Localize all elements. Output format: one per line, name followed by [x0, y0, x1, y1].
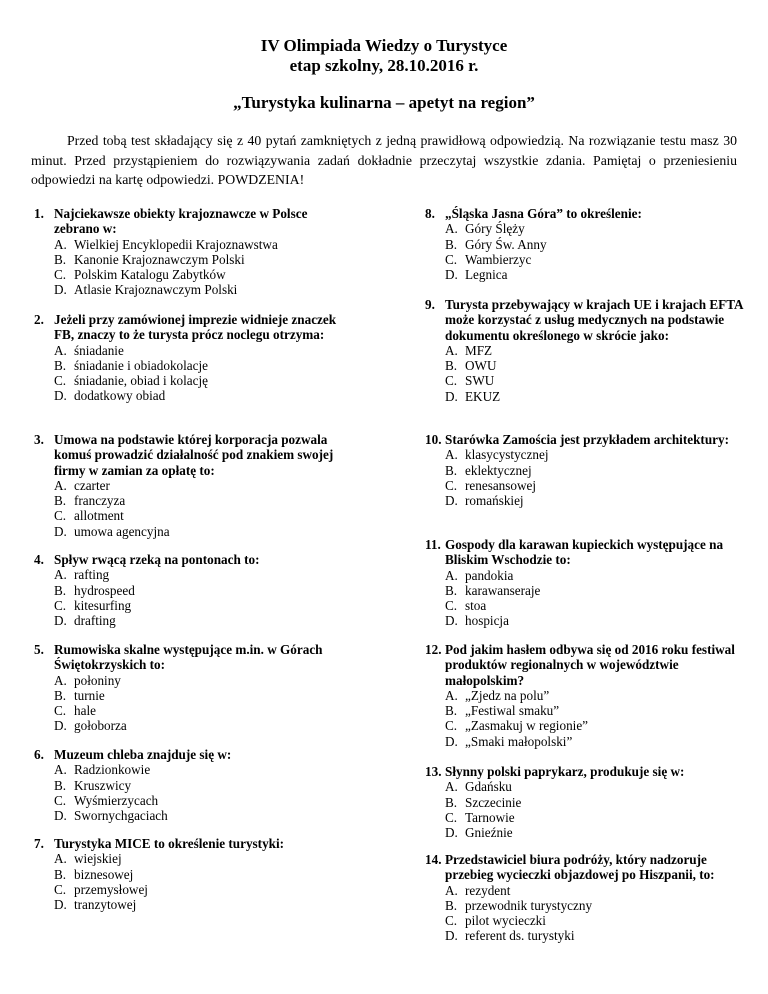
- answer-option[interactable]: [54, 718, 354, 733]
- answer-option[interactable]: [445, 267, 745, 282]
- answer-option[interactable]: [54, 583, 354, 598]
- option-text: umowa agencyjna: [74, 523, 170, 539]
- question-number: 10.: [425, 432, 442, 447]
- option-text: wiejskiej: [74, 851, 122, 867]
- answer-option[interactable]: [54, 252, 354, 267]
- option-letter: B.: [54, 777, 67, 793]
- option-letter: C.: [445, 477, 458, 493]
- option-text: śniadanie: [74, 342, 124, 358]
- option-letter: A.: [54, 762, 67, 778]
- option-letter: B.: [54, 251, 67, 267]
- answer-option[interactable]: [54, 508, 354, 523]
- exam-header: [0, 36, 768, 76]
- answer-option[interactable]: [445, 718, 745, 733]
- option-text: Wyśmierzycach: [74, 792, 159, 808]
- question-8: [425, 206, 745, 282]
- option-letter: B.: [54, 357, 67, 373]
- question-text: Spływ rwącą rzeką na pontonach to:: [54, 552, 260, 567]
- option-text: romańskiej: [465, 493, 524, 509]
- question-number: 12.: [425, 642, 442, 657]
- option-text: rafting: [74, 567, 110, 583]
- option-letter: A.: [445, 779, 458, 795]
- option-text: Gnieźnie: [465, 825, 513, 841]
- option-text: Wielkiej Encyklopedii Krajoznawstwa: [74, 236, 278, 252]
- answer-option[interactable]: [445, 343, 745, 358]
- option-text: renesansowej: [465, 477, 537, 493]
- question-6: [34, 747, 354, 823]
- option-text: OWU: [465, 358, 497, 374]
- answer-option[interactable]: [445, 928, 745, 943]
- answer-option[interactable]: [54, 778, 354, 793]
- option-letter: D.: [445, 928, 458, 944]
- answer-option[interactable]: [445, 703, 745, 718]
- answer-option[interactable]: [445, 221, 745, 236]
- option-text: karawanseraje: [465, 582, 541, 598]
- answer-options: [445, 568, 745, 629]
- question-text: Gospody dla karawan kupieckich występujące na Bliskim Wschodzie to:: [445, 537, 724, 568]
- answer-option[interactable]: [54, 851, 354, 866]
- option-letter: B.: [445, 236, 458, 252]
- question-number: 14.: [425, 852, 442, 867]
- option-letter: B.: [445, 582, 458, 598]
- answer-options: [54, 567, 354, 628]
- option-letter: B.: [54, 582, 67, 598]
- question-7: [34, 836, 354, 912]
- option-text: rezydent: [465, 882, 511, 898]
- answer-options: [54, 478, 354, 539]
- question-12: [425, 642, 745, 749]
- answer-options: [445, 447, 745, 508]
- answer-option[interactable]: [54, 808, 354, 823]
- option-letter: C.: [445, 809, 458, 825]
- option-letter: C.: [54, 373, 67, 389]
- question-text: Pod jakim hasłem odbywa się od 2016 roku festiwal produktów regionalnych w województwie małopolskim?: [445, 642, 735, 688]
- option-letter: A.: [445, 567, 458, 583]
- answer-option[interactable]: [445, 913, 745, 928]
- option-text: klasycystycznej: [465, 447, 549, 463]
- option-letter: D.: [54, 388, 67, 404]
- question-2: [34, 312, 354, 404]
- answer-option[interactable]: [54, 478, 354, 493]
- option-letter: B.: [445, 897, 458, 913]
- answer-option[interactable]: [445, 883, 745, 898]
- answer-options: [445, 688, 745, 749]
- answer-option[interactable]: [54, 237, 354, 252]
- option-letter: C.: [445, 598, 458, 614]
- option-letter: C.: [445, 718, 458, 734]
- answer-option[interactable]: [445, 613, 745, 628]
- option-letter: C.: [54, 703, 67, 719]
- answer-option[interactable]: [54, 567, 354, 582]
- option-text: przemysłowej: [74, 881, 148, 897]
- answer-options: [445, 779, 745, 840]
- option-text: SWU: [465, 373, 495, 389]
- question-number: 3.: [34, 432, 44, 447]
- option-letter: B.: [54, 687, 67, 703]
- question-11: [425, 537, 745, 629]
- question-number: 2.: [34, 312, 44, 327]
- answer-option[interactable]: [445, 389, 745, 404]
- option-letter: B.: [54, 866, 67, 882]
- option-text: gołoborza: [74, 718, 127, 734]
- olympiad-title: IV Olimpiada Wiedzy o Turystyce: [260, 36, 508, 55]
- option-text: tranzytowej: [74, 897, 137, 913]
- option-letter: D.: [445, 825, 458, 841]
- answer-option[interactable]: [54, 762, 354, 777]
- answer-option[interactable]: [445, 237, 745, 252]
- answer-options: [445, 343, 745, 404]
- answer-option[interactable]: [54, 793, 354, 808]
- question-text: Turystyka MICE to określenie turystyki:: [54, 836, 285, 851]
- exam-instructions: [31, 131, 737, 190]
- option-text: przewodnik turystyczny: [465, 897, 593, 913]
- option-text: połoniny: [74, 672, 121, 688]
- option-text: pandokia: [465, 567, 514, 583]
- question-text: Turysta przebywający w krajach UE i krajach EFTA może korzystać z usług medycznych na podstawie dokumentu określonego w skrócie jako:: [445, 297, 743, 343]
- option-letter: A.: [54, 342, 67, 358]
- option-letter: B.: [445, 462, 458, 478]
- option-text: „Festiwal smaku”: [465, 703, 560, 719]
- answer-option[interactable]: [445, 358, 745, 373]
- option-text: Swornychgaciach: [74, 808, 168, 824]
- option-text: dodatkowy obiad: [74, 388, 166, 404]
- question-text: Najciekawsze obiekty krajoznawcze w Polsce zebrano w:: [54, 206, 308, 237]
- answer-option[interactable]: [54, 388, 354, 403]
- option-letter: A.: [54, 672, 67, 688]
- question-text: Jeżeli przy zamówionej imprezie widnieje znaczek FB, znaczy to że turysta prócz noclegu otrzyma:: [54, 312, 337, 343]
- option-text: hydrospeed: [74, 582, 135, 598]
- question-5: [34, 642, 354, 734]
- option-text: Wambierzyc: [465, 251, 532, 267]
- question-text: Umowa na podstawie której korporacja pozwala komuś prowadzić działalność pod znakiem swojej firmy w zamian za opłatę to:: [54, 432, 334, 478]
- answer-option[interactable]: [54, 688, 354, 703]
- question-4: [34, 552, 354, 628]
- option-letter: A.: [445, 447, 458, 463]
- question-number: 6.: [34, 747, 44, 762]
- question-text: Przedstawiciel biura podróży, który nadzoruje przebieg wycieczki objazdowej po Hiszpanii, to:: [445, 852, 715, 883]
- answer-option[interactable]: [445, 598, 745, 613]
- answer-option[interactable]: [54, 493, 354, 508]
- option-letter: B.: [445, 794, 458, 810]
- question-3: [34, 432, 354, 539]
- question-number: 1.: [34, 206, 44, 221]
- answer-options: [54, 343, 354, 404]
- answer-option[interactable]: [54, 598, 354, 613]
- question-text: Słynny polski paprykarz, produkuje się w:: [445, 764, 685, 779]
- answer-option[interactable]: [54, 867, 354, 882]
- option-letter: C.: [54, 597, 67, 613]
- question-number: 8.: [425, 206, 435, 221]
- answer-option[interactable]: [445, 825, 745, 840]
- answer-option[interactable]: [54, 267, 354, 282]
- answer-options: [54, 851, 354, 912]
- option-letter: A.: [54, 477, 67, 493]
- answer-options: [54, 673, 354, 734]
- option-text: Tarnowie: [465, 809, 515, 825]
- option-text: kitesurfing: [74, 597, 132, 613]
- option-letter: D.: [445, 493, 458, 509]
- option-text: Kanonie Krajoznawczym Polski: [74, 251, 245, 267]
- option-text: Gdańsku: [465, 779, 512, 795]
- option-letter: D.: [445, 733, 458, 749]
- answer-options: [445, 221, 745, 282]
- question-number: 5.: [34, 642, 44, 657]
- option-text: Polskim Katalogu Zabytków: [74, 267, 226, 283]
- exam-stage-date: etap szkolny, 28.10.2016 r.: [289, 56, 479, 75]
- option-letter: A.: [54, 851, 67, 867]
- option-text: franczyza: [74, 493, 126, 509]
- option-letter: C.: [54, 508, 67, 524]
- question-number: 13.: [425, 764, 442, 779]
- option-letter: A.: [445, 687, 458, 703]
- answer-option[interactable]: [445, 447, 745, 462]
- answer-options: [54, 237, 354, 298]
- answer-option[interactable]: [445, 493, 745, 508]
- option-text: Góry Ślęży: [465, 221, 525, 237]
- option-text: Góry Św. Anny: [465, 236, 547, 252]
- option-letter: C.: [445, 913, 458, 929]
- option-letter: A.: [445, 342, 458, 358]
- option-text: hospicja: [465, 613, 509, 629]
- question-text: „Śląska Jasna Góra” to określenie:: [445, 206, 642, 221]
- question-text: Rumowiska skalne występujące m.in. w Górach Świętokrzyskich to:: [54, 642, 323, 673]
- answer-option[interactable]: [54, 282, 354, 297]
- answer-option[interactable]: [54, 343, 354, 358]
- option-text: turnie: [74, 687, 105, 703]
- option-text: allotment: [74, 508, 124, 524]
- option-letter: A.: [54, 236, 67, 252]
- option-text: eklektycznej: [465, 462, 532, 478]
- answer-option[interactable]: [54, 373, 354, 388]
- option-text: śniadanie, obiad i kolację: [74, 373, 209, 389]
- answer-options: [445, 883, 745, 944]
- question-1: [34, 206, 354, 298]
- answer-option[interactable]: [54, 703, 354, 718]
- question-number: 9.: [425, 297, 435, 312]
- option-text: Atlasie Krajoznawczym Polski: [74, 282, 238, 298]
- answer-option[interactable]: [445, 898, 745, 913]
- answer-option[interactable]: [445, 252, 745, 267]
- option-text: „Zjedz na polu”: [465, 687, 550, 703]
- option-text: Kruszwicy: [74, 777, 132, 793]
- question-14: [425, 852, 745, 944]
- answer-option[interactable]: [445, 734, 745, 749]
- answer-option[interactable]: [54, 882, 354, 897]
- option-letter: C.: [54, 267, 67, 283]
- answer-option[interactable]: [445, 478, 745, 493]
- answer-option[interactable]: [445, 463, 745, 478]
- option-text: czarter: [74, 477, 110, 493]
- option-letter: C.: [445, 373, 458, 389]
- option-letter: D.: [54, 523, 67, 539]
- option-letter: D.: [54, 718, 67, 734]
- option-text: drafting: [74, 613, 116, 629]
- option-text: EKUZ: [465, 388, 501, 404]
- question-number: 4.: [34, 552, 44, 567]
- question-number: 11.: [425, 537, 441, 552]
- option-letter: D.: [445, 613, 458, 629]
- question-text: Muzeum chleba znajduje się w:: [54, 747, 232, 762]
- option-text: Szczecinie: [465, 794, 522, 810]
- option-letter: D.: [445, 267, 458, 283]
- option-letter: B.: [445, 703, 458, 719]
- option-text: pilot wycieczki: [465, 913, 546, 929]
- answer-option[interactable]: [445, 583, 745, 598]
- option-text: hale: [74, 703, 96, 719]
- option-text: Radzionkowie: [74, 762, 151, 778]
- option-letter: B.: [54, 493, 67, 509]
- option-text: „Zasmakuj w regionie”: [465, 718, 589, 734]
- answer-options: [54, 762, 354, 823]
- option-letter: D.: [54, 808, 67, 824]
- option-letter: D.: [54, 613, 67, 629]
- option-letter: D.: [445, 388, 458, 404]
- answer-option[interactable]: [54, 897, 354, 912]
- answer-option[interactable]: [445, 688, 745, 703]
- answer-option[interactable]: [445, 373, 745, 388]
- option-letter: B.: [445, 358, 458, 374]
- answer-option[interactable]: [54, 358, 354, 373]
- exam-theme: „Turystyka kulinarna – apetyt na region”: [233, 93, 535, 112]
- option-text: Legnica: [465, 267, 508, 283]
- question-10: [425, 432, 745, 508]
- question-9: [425, 297, 745, 404]
- answer-option[interactable]: [445, 810, 745, 825]
- answer-option[interactable]: [445, 568, 745, 583]
- answer-option[interactable]: [445, 795, 745, 810]
- option-letter: C.: [54, 881, 67, 897]
- option-text: referent ds. turystyki: [465, 928, 575, 944]
- option-text: stoa: [465, 598, 487, 614]
- answer-option[interactable]: [445, 779, 745, 794]
- option-letter: D.: [54, 282, 67, 298]
- option-text: „Smaki małopolski”: [465, 733, 573, 749]
- option-text: biznesowej: [74, 866, 134, 882]
- instructions-text: Przed tobą test składający się z 40 pytań zamkniętych z jedną prawidłową odpowiedzią. Na rozwiązanie testu masz 30 minut. Przed przystąpieniem do rozwiązywania zadań dokładnie przeczytaj wszystkie zdania. Pamiętaj o przeniesieniu odpowiedzi na kartę odpowiedzi. POWDZENIA!: [31, 133, 737, 187]
- question-number: 7.: [34, 836, 44, 851]
- option-letter: A.: [54, 567, 67, 583]
- option-letter: C.: [54, 792, 67, 808]
- option-text: MFZ: [465, 342, 493, 358]
- option-letter: C.: [445, 251, 458, 267]
- option-letter: D.: [54, 897, 67, 913]
- option-letter: A.: [445, 221, 458, 237]
- answer-option[interactable]: [54, 613, 354, 628]
- answer-option[interactable]: [54, 524, 354, 539]
- question-text: Starówka Zamościa jest przykładem architektury:: [445, 432, 729, 447]
- answer-option[interactable]: [54, 673, 354, 688]
- option-letter: A.: [445, 882, 458, 898]
- option-text: śniadanie i obiadokolacje: [74, 357, 209, 373]
- question-13: [425, 764, 745, 840]
